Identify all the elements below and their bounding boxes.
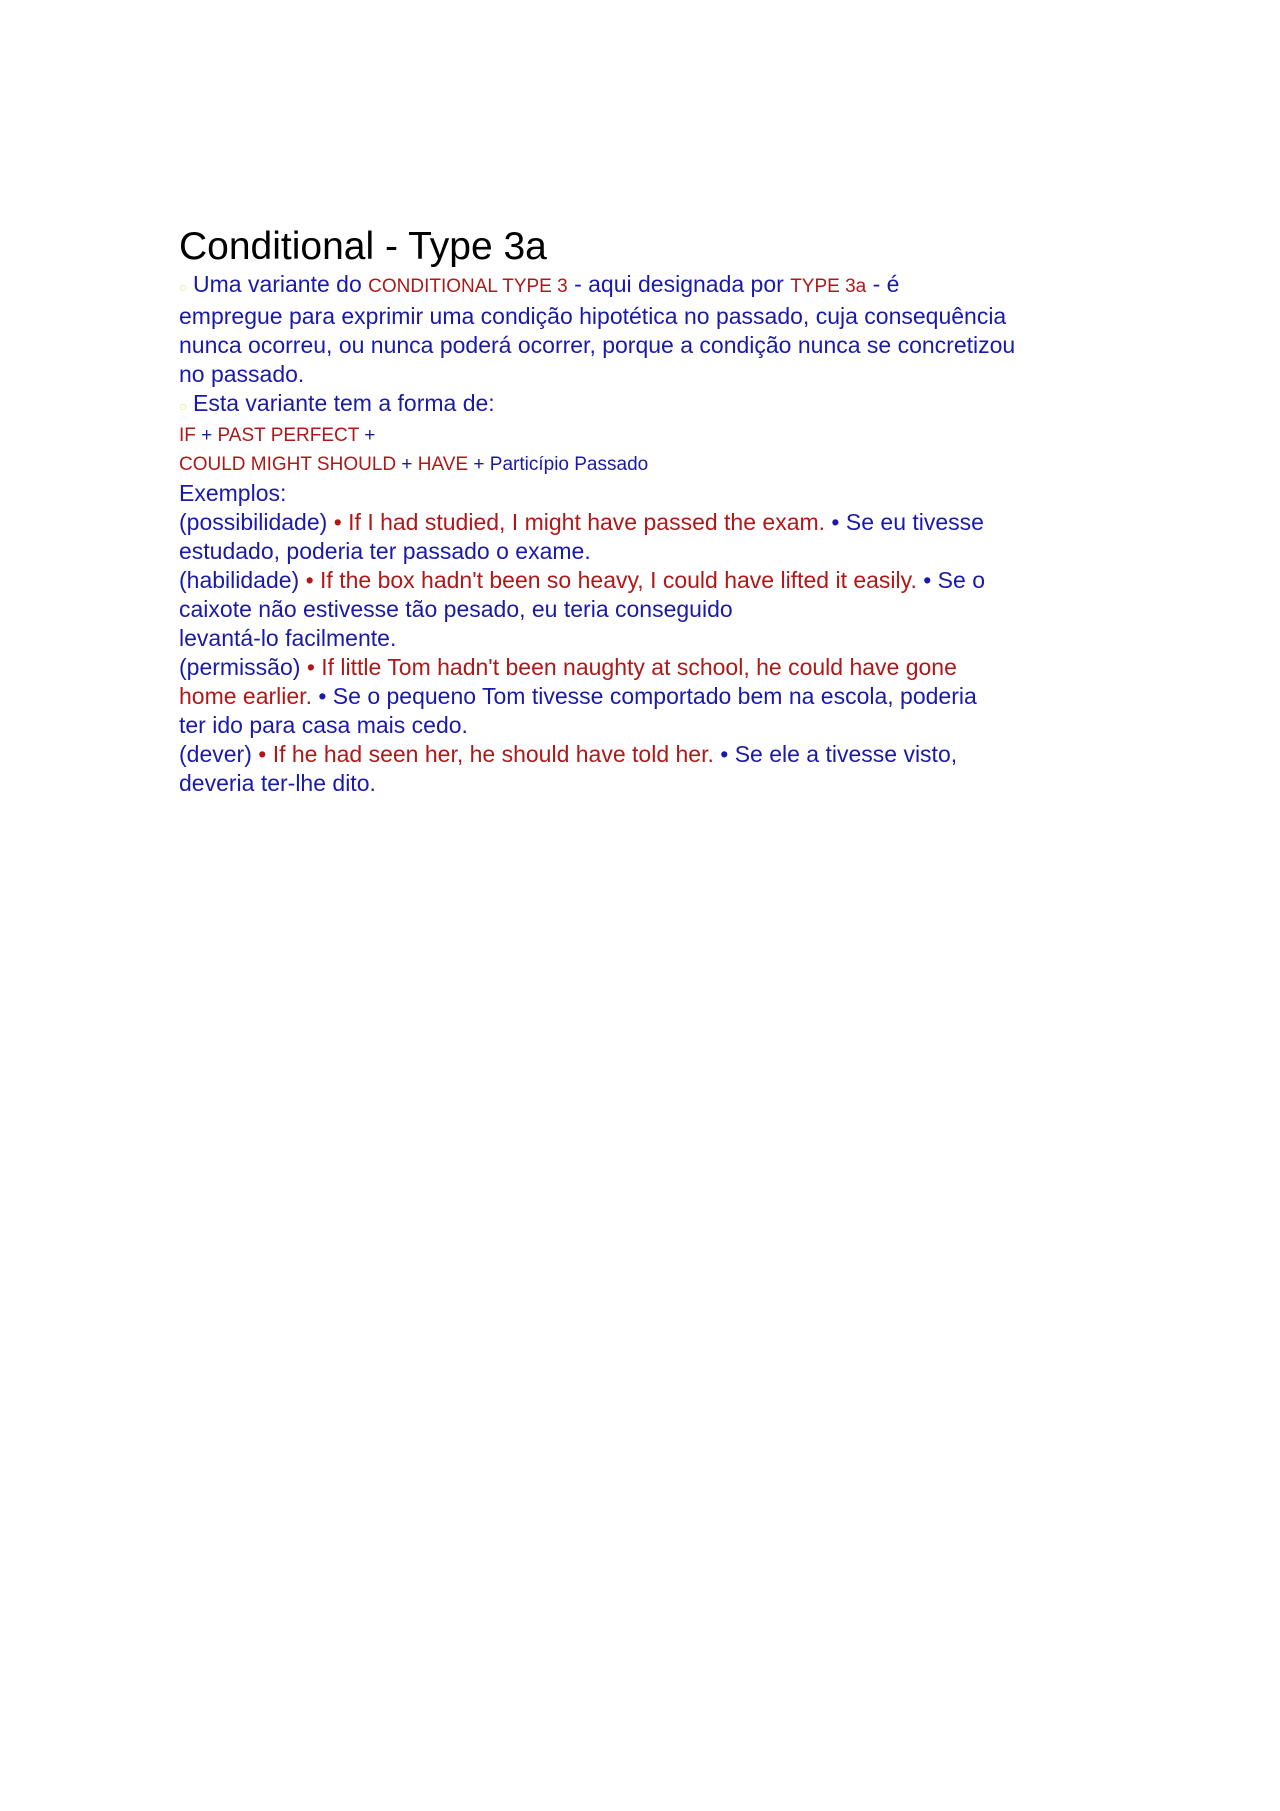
term-type-3a: TYPE 3a [790, 276, 867, 297]
example-category: (habilidade) [179, 567, 306, 593]
example-english: home earlier. [179, 683, 312, 709]
formula-past-perfect: PAST PERFECT [217, 425, 360, 446]
bullet-icon: ○ [179, 398, 188, 414]
formula-plus: + [195, 425, 218, 446]
examples-label: Exemplos: [179, 480, 287, 506]
example-3-line-2 [179, 682, 1119, 711]
example-translation: • Se ele a tivesse visto, [713, 741, 958, 767]
formula-plus: + [396, 454, 418, 475]
formula-plus: + [359, 425, 376, 446]
formula-modals: COULD MIGHT SHOULD [179, 454, 397, 475]
form-intro [179, 389, 1119, 421]
formula-participle: + Particípio Passado [468, 454, 649, 475]
example-category: (dever) [179, 741, 259, 767]
intro-line-4: no passado. [179, 361, 305, 387]
example-category: (possibilidade) [179, 509, 334, 535]
example-english: • If he had seen her, he should have told her. [258, 741, 714, 767]
formula-if: IF [179, 425, 196, 446]
bullet-icon: ○ [179, 279, 188, 295]
term-conditional-type-3: CONDITIONAL TYPE 3 [368, 276, 568, 297]
example-4-line-2: deveria ter-lhe dito. [179, 770, 376, 796]
example-translation: • Se eu tivesse [825, 509, 984, 535]
example-english: • If little Tom hadn't been naughty at school, he could have gone [306, 654, 957, 680]
example-translation: • Se o [916, 567, 985, 593]
intro-text: - é [866, 271, 900, 297]
formula-have: HAVE [417, 454, 469, 475]
example-2-line-2: caixote não estivesse tão pesado, eu teria conseguido [179, 596, 733, 622]
example-english: • If the box hadn't been so heavy, I could have lifted it easily. [305, 567, 917, 593]
example-2-line-1 [179, 566, 1119, 595]
intro-text: Uma variante do [193, 271, 369, 297]
intro-line-3: nunca ocorreu, ou nunca poderá ocorrer, porque a condição nunca se concretizou [179, 332, 1016, 358]
example-1-line-1 [179, 508, 1119, 537]
example-translation: • Se o pequeno Tom tivesse comportado bem na escola, poderia [311, 683, 977, 709]
example-category: (permissão) [179, 654, 307, 680]
example-4-line-1 [179, 740, 1119, 769]
intro-line-2: empregue para exprimir uma condição hipotética no passado, cuja consequência [179, 303, 1007, 329]
formula-line-1 [179, 421, 1119, 450]
example-english: • If I had studied, I might have passed the exam. [333, 509, 826, 535]
example-3-line-1 [179, 653, 1119, 682]
example-2-line-3: levantá-lo facilmente. [179, 625, 397, 651]
intro-line-1 [179, 270, 1119, 302]
form-intro-text: Esta variante tem a forma de: [193, 390, 495, 416]
formula-line-2 [179, 450, 1119, 479]
intro-text: - aqui designada por [567, 271, 791, 297]
page-title: Conditional - Type 3a [179, 225, 547, 268]
example-1-line-2: estudado, poderia ter passado o exame. [179, 538, 591, 564]
document-page [179, 224, 1119, 798]
example-3-line-3: ter ido para casa mais cedo. [179, 712, 468, 738]
